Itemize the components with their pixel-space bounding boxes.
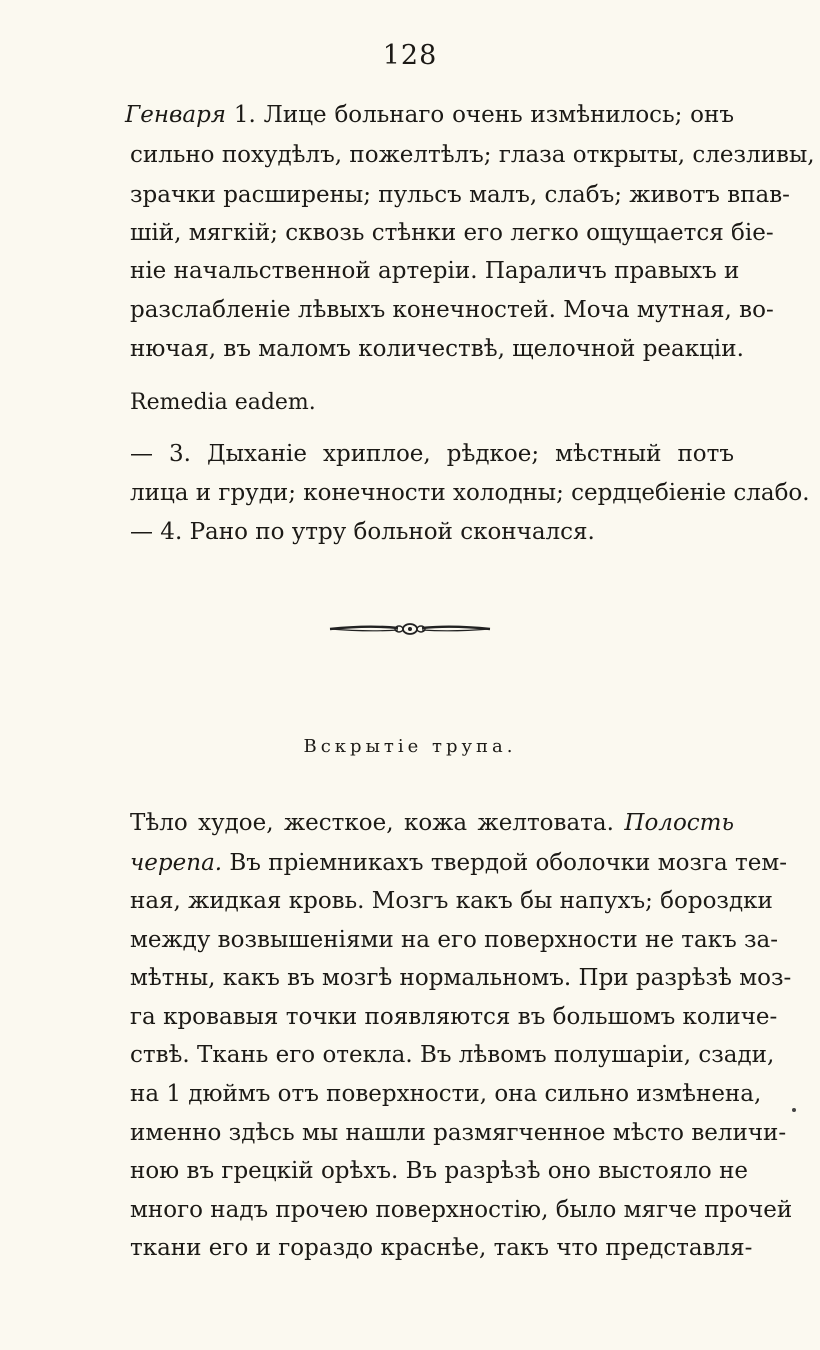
- text-line: именно здѣсь мы нашли размягченное мѣсто величи-: [130, 1120, 787, 1146]
- text-line: — 4. Рано по утру больной скончался.: [130, 519, 595, 545]
- text-line: между возвышеніями на его поверхности не такъ за-: [130, 927, 779, 953]
- text-line: на 1 дюймъ отъ поверхности, она сильно измѣнена,: [130, 1081, 762, 1107]
- text-line: ная, жидкая кровь. Мозгъ какъ бы напухъ; бороздки: [130, 888, 773, 914]
- text-line: ніе начальственной артеріи. Параличъ правыхъ и: [130, 258, 740, 284]
- italic-term: Полость: [624, 810, 734, 836]
- page-number: 128: [382, 40, 438, 71]
- italic-term: черепа.: [130, 850, 223, 876]
- text-line: ною въ грецкій орѣхъ. Въ разрѣзѣ оно выстояло не: [130, 1158, 749, 1184]
- text-line-start: Тѣло худое, жесткое, кожа желтовата.: [130, 810, 625, 836]
- text-line-rest: 1. Лице больнаго очень измѣнилось; онъ: [226, 102, 734, 128]
- text-line: много надъ прочею поверхностію, было мягче прочей: [130, 1197, 793, 1223]
- text-line: шій, мягкій; сквозь стѣнки его легко ощущается біе-: [130, 220, 774, 246]
- month-label: Генваря: [125, 102, 227, 128]
- text-line: ствѣ. Ткань его отекла. Въ лѣвомъ полушаріи, сзади,: [130, 1042, 775, 1068]
- text-line: мѣтны, какъ въ мозгѣ нормальномъ. При разрѣзѣ моз-: [130, 965, 792, 991]
- speck: [792, 1108, 796, 1112]
- text-line: [130, 808, 734, 838]
- ornament-divider-icon: [328, 619, 492, 639]
- text-line: [125, 100, 734, 130]
- text-line: [130, 848, 788, 878]
- text-line: зрачки расширены; пульсъ малъ, слабъ; животъ впав-: [130, 182, 790, 208]
- remedia-note: Remedia eadem.: [130, 390, 316, 415]
- text-line: сильно похудѣлъ, пожелтѣлъ; глаза открыты, слезливы,: [130, 142, 815, 168]
- text-line: разслабленіе лѣвыхъ конечностей. Моча мутная, во-: [130, 297, 774, 323]
- section-title: Вскрытіе трупа.: [303, 736, 517, 757]
- text-line: га кровавыя точки появляются въ большомъ количе-: [130, 1004, 778, 1030]
- text-line: ткани его и гораздо краснѣе, такъ что представля-: [130, 1235, 753, 1261]
- text-line-rest: Въ пріемникахъ твердой оболочки мозга тем-: [222, 850, 788, 876]
- text-line: — 3. Дыханіе хриплое, рѣдкое; мѣстный потъ: [130, 441, 734, 467]
- text-line: лица и груди; конечности холодны; сердцебіеніе слабо.: [130, 480, 810, 506]
- text-line: нючая, въ маломъ количествѣ, щелочной реакціи.: [130, 336, 744, 362]
